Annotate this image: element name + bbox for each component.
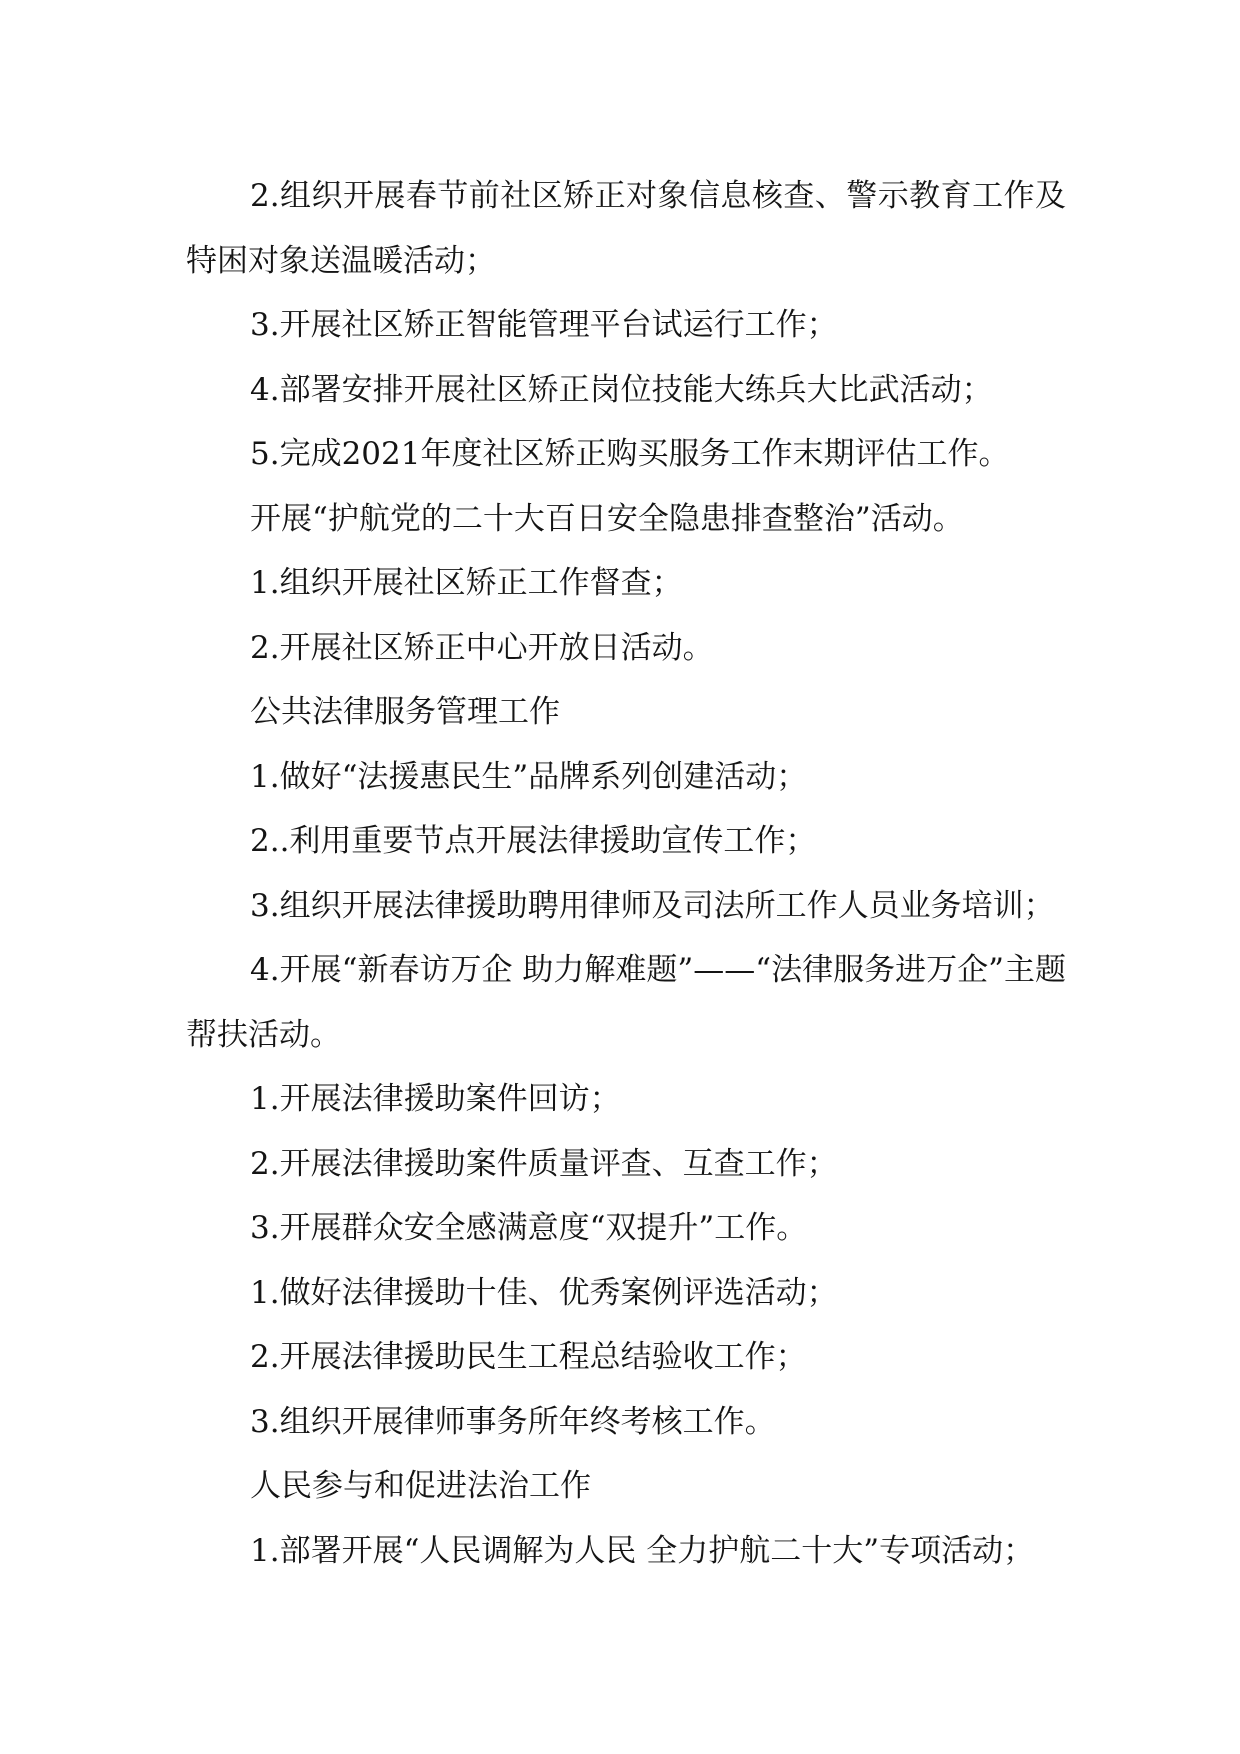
paragraph-12: 4.开展“新春访万企 助力解难题”——“法律服务进万企”主题帮扶活动。: [186, 952, 1066, 1053]
document-body: [186, 164, 1066, 1583]
paragraph-3: 4.部署安排开展社区矫正岗位技能大练兵大比武活动；: [250, 371, 993, 408]
paragraph-7: 2.开展社区矫正中心开放日活动。: [250, 629, 714, 666]
paragraph-4: 5.完成2021年度社区矫正购买服务工作末期评估工作。: [250, 436, 1010, 472]
paragraph-18: 3.组织开展律师事务所年终考核工作。: [250, 1403, 776, 1440]
paragraph-2: 3.开展社区矫正智能管理平台试运行工作；: [250, 307, 838, 343]
paragraph-17: 2.开展法律援助民生工程总结验收工作；: [250, 1339, 807, 1375]
section-heading-1: 开展“护航党的二十大百日安全隐患排查整治”活动。: [250, 500, 964, 537]
paragraph-14: 2.开展法律援助案件质量评查、互查工作；: [250, 1145, 838, 1182]
paragraph-1: 2.组织开展春节前社区矫正对象信息核查、警示教育工作及特困对象送温暖活动；: [186, 178, 1066, 279]
paragraph-10: 2..利用重要节点开展法律援助宣传工作；: [250, 823, 817, 859]
paragraph-15: 3.开展群众安全感满意度“双提升”工作。: [250, 1210, 808, 1246]
paragraph-20: 1.部署开展“人民调解为人民 全力护航二十大”专项活动；: [250, 1532, 1035, 1569]
paragraph-6: 1.组织开展社区矫正工作督查；: [250, 565, 683, 601]
paragraph-11: 3.组织开展法律援助聘用律师及司法所工作人员业务培训；: [250, 887, 1055, 924]
paragraph-16: 1.做好法律援助十佳、优秀案例评选活动；: [250, 1274, 838, 1311]
section-heading-2: 公共法律服务管理工作: [250, 694, 560, 730]
paragraph-9: 1.做好“法援惠民生”品牌系列创建活动；: [250, 758, 808, 795]
section-heading-3: 人民参与和促进法治工作: [250, 1468, 591, 1504]
paragraph-13: 1.开展法律援助案件回访；: [250, 1081, 621, 1117]
